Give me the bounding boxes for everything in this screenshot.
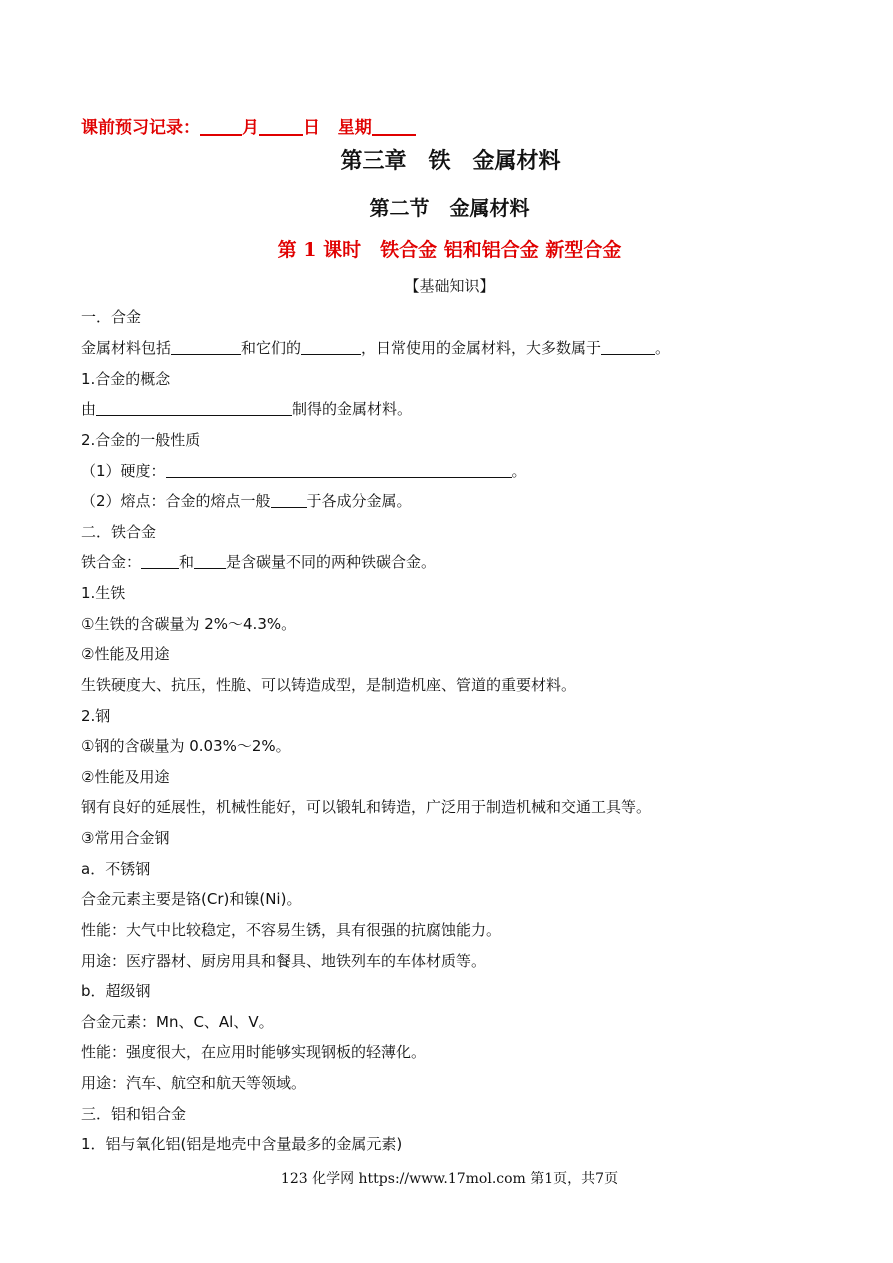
super-steel-performance: 性能：强度很大，在应用时能够实现钢板的轻薄化。 [81,1043,427,1061]
pig-iron-performance-heading: ②性能及用途 [81,645,170,663]
text-segment: 。 [655,339,671,357]
day-label: 日 [303,118,320,138]
text-segment: 。 [511,462,527,480]
text-segment: 铁合金： [81,553,142,571]
page-footer: 123 化学网 https://www.17mol.com 第1页，共7页 [280,1171,619,1187]
steel-carbon: ①钢的含碳量为 0.03%～2%。 [81,737,291,755]
weekday-blank[interactable] [372,117,416,136]
iron-alloy-line [81,552,436,572]
super-steel-heading: b．超级钢 [81,982,151,1000]
pig-iron-carbon: ①生铁的含碳量为 2%～4.3%。 [81,615,297,633]
alloy-concept-line [81,399,412,419]
text-segment: 于各成分金属。 [306,492,412,510]
weekday-label: 星期 [337,118,372,138]
pig-iron-heading: 1.生铁 [81,584,126,602]
fill-blank[interactable] [166,462,512,478]
text-segment: ，日常使用的金属材料，大多数属于 [361,339,602,357]
melting-point-line [81,491,412,511]
steel-performance: 钢有良好的延展性，机械性能好，可以锻轧和铸造，广泛用于制造机械和交通工具等。 [81,798,652,816]
basic-knowledge-tag: 【基础知识】 [404,277,495,295]
alloy-properties-heading: 2.合金的一般性质 [81,431,201,449]
steel-performance-heading: ②性能及用途 [81,768,170,786]
stainless-steel-performance: 性能：大气中比较稳定，不容易生锈，具有很强的抗腐蚀能力。 [81,921,502,939]
text-segment: 由 [81,400,97,418]
alumina-heading: 1．铝与氧化铝(铝是地壳中含量最多的金属元素) [81,1135,403,1153]
fill-blank[interactable] [601,339,655,355]
stainless-steel-elements: 合金元素主要是铬(Cr)和镍(Ni)。 [81,890,302,908]
text-segment: （1）硬度： [81,462,166,480]
hardness-line [81,461,527,481]
text-segment: 和它们的 [241,339,302,357]
fill-blank[interactable] [141,553,179,569]
super-steel-elements: 合金元素：Mn、C、Al、V。 [81,1013,274,1031]
alloy-concept-heading: 1.合金的概念 [81,370,171,388]
text-segment: 金属材料包括 [81,339,172,357]
stainless-steel-heading: a．不锈钢 [81,860,151,878]
metal-materials-line [81,338,670,358]
preview-record-label: 课前预习记录： [81,118,200,138]
chapter-title: 第三章 铁 金属材料 [340,148,561,174]
fill-blank[interactable] [171,339,241,355]
fill-blank[interactable] [194,553,226,569]
section-1-heading: 一．合金 [81,308,142,326]
super-steel-use: 用途：汽车、航空和航天等领域。 [81,1074,307,1092]
fill-blank[interactable] [271,492,307,508]
text-segment: 制得的金属材料。 [292,400,413,418]
text-segment: （2）熔点：合金的熔点一般 [81,492,271,510]
pig-iron-performance: 生铁硬度大、抗压，性脆、可以铸造成型，是制造机座、管道的重要材料。 [81,676,577,694]
day-blank[interactable] [259,117,303,136]
steel-heading: 2.钢 [81,707,111,725]
section-title: 第二节 金属材料 [369,196,530,220]
lesson-title: 第 1 课时 铁合金 铝和铝合金 新型合金 [277,239,622,261]
text-segment: 和 [179,553,195,571]
month-blank[interactable] [200,117,242,136]
preview-record [81,113,416,138]
text-segment: 是含碳量不同的两种铁碳合金。 [226,553,437,571]
alloy-steel-heading: ③常用合金钢 [81,829,170,847]
fill-blank[interactable] [301,339,361,355]
fill-blank[interactable] [96,400,292,416]
stainless-steel-use: 用途：医疗器材、厨房用具和餐具、地铁列车的车体材质等。 [81,952,487,970]
section-3-heading: 三．铝和铝合金 [81,1105,187,1123]
month-label: 月 [242,118,259,138]
section-2-heading: 二．铁合金 [81,523,157,541]
